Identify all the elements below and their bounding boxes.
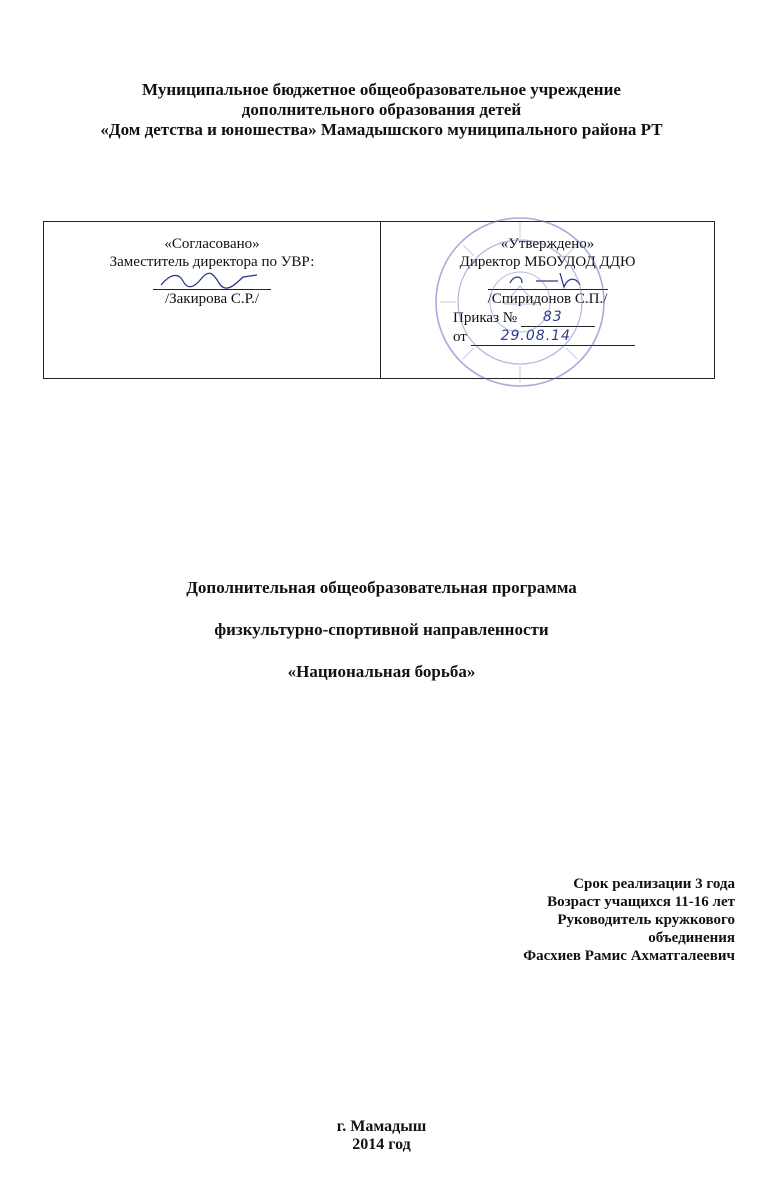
leader-label-1: Руководитель кружкового <box>557 912 735 928</box>
header-line-3: «Дом детства и юношества» Мамадышского муниципального района РТ <box>100 120 663 139</box>
header-line-2: дополнительного образования детей <box>241 100 522 119</box>
agreed-cell <box>44 222 381 378</box>
institution-header <box>0 80 763 140</box>
agreed-heading: «Согласовано» <box>164 236 260 252</box>
footer <box>0 1118 763 1154</box>
approved-cell <box>381 222 714 378</box>
approval-table <box>43 221 715 379</box>
year: 2014 год <box>352 1136 411 1153</box>
date-label: от <box>453 329 467 345</box>
program-title-block <box>0 578 763 704</box>
header-line-1: Муниципальное бюджетное общеобразовательное учреждение <box>142 80 621 99</box>
program-meta <box>415 875 735 965</box>
age-range: Возраст учащихся 11-16 лет <box>547 894 735 910</box>
order-number: 83 <box>542 309 563 325</box>
program-line-2: физкультурно-спортивной направленности <box>214 620 549 639</box>
term: Срок реализации 3 года <box>573 876 735 892</box>
deputy-name: /Закирова С.Р./ <box>164 291 260 307</box>
leader-label-2: объединения <box>648 930 735 946</box>
director-signature <box>488 271 608 290</box>
program-line-3: «Национальная борьба» <box>287 662 476 681</box>
agreed-position: Заместитель директора по УВР: <box>109 254 315 270</box>
leader-name: Фасхиев Рамис Ахматгалеевич <box>523 948 735 964</box>
order-number-field <box>521 308 595 327</box>
deputy-signature <box>153 271 271 290</box>
approved-position: Директор МБОУДОД ДДЮ <box>459 254 636 270</box>
order-date-field <box>471 327 635 346</box>
order-date: 29.08.14 <box>500 328 571 344</box>
city: г. Мамадыш <box>336 1118 427 1135</box>
order-label: Приказ № <box>453 310 518 326</box>
approved-heading: «Утверждено» <box>500 236 595 252</box>
director-name: /Спиридонов С.П./ <box>487 291 608 307</box>
program-line-1: Дополнительная общеобразовательная программа <box>186 578 577 597</box>
